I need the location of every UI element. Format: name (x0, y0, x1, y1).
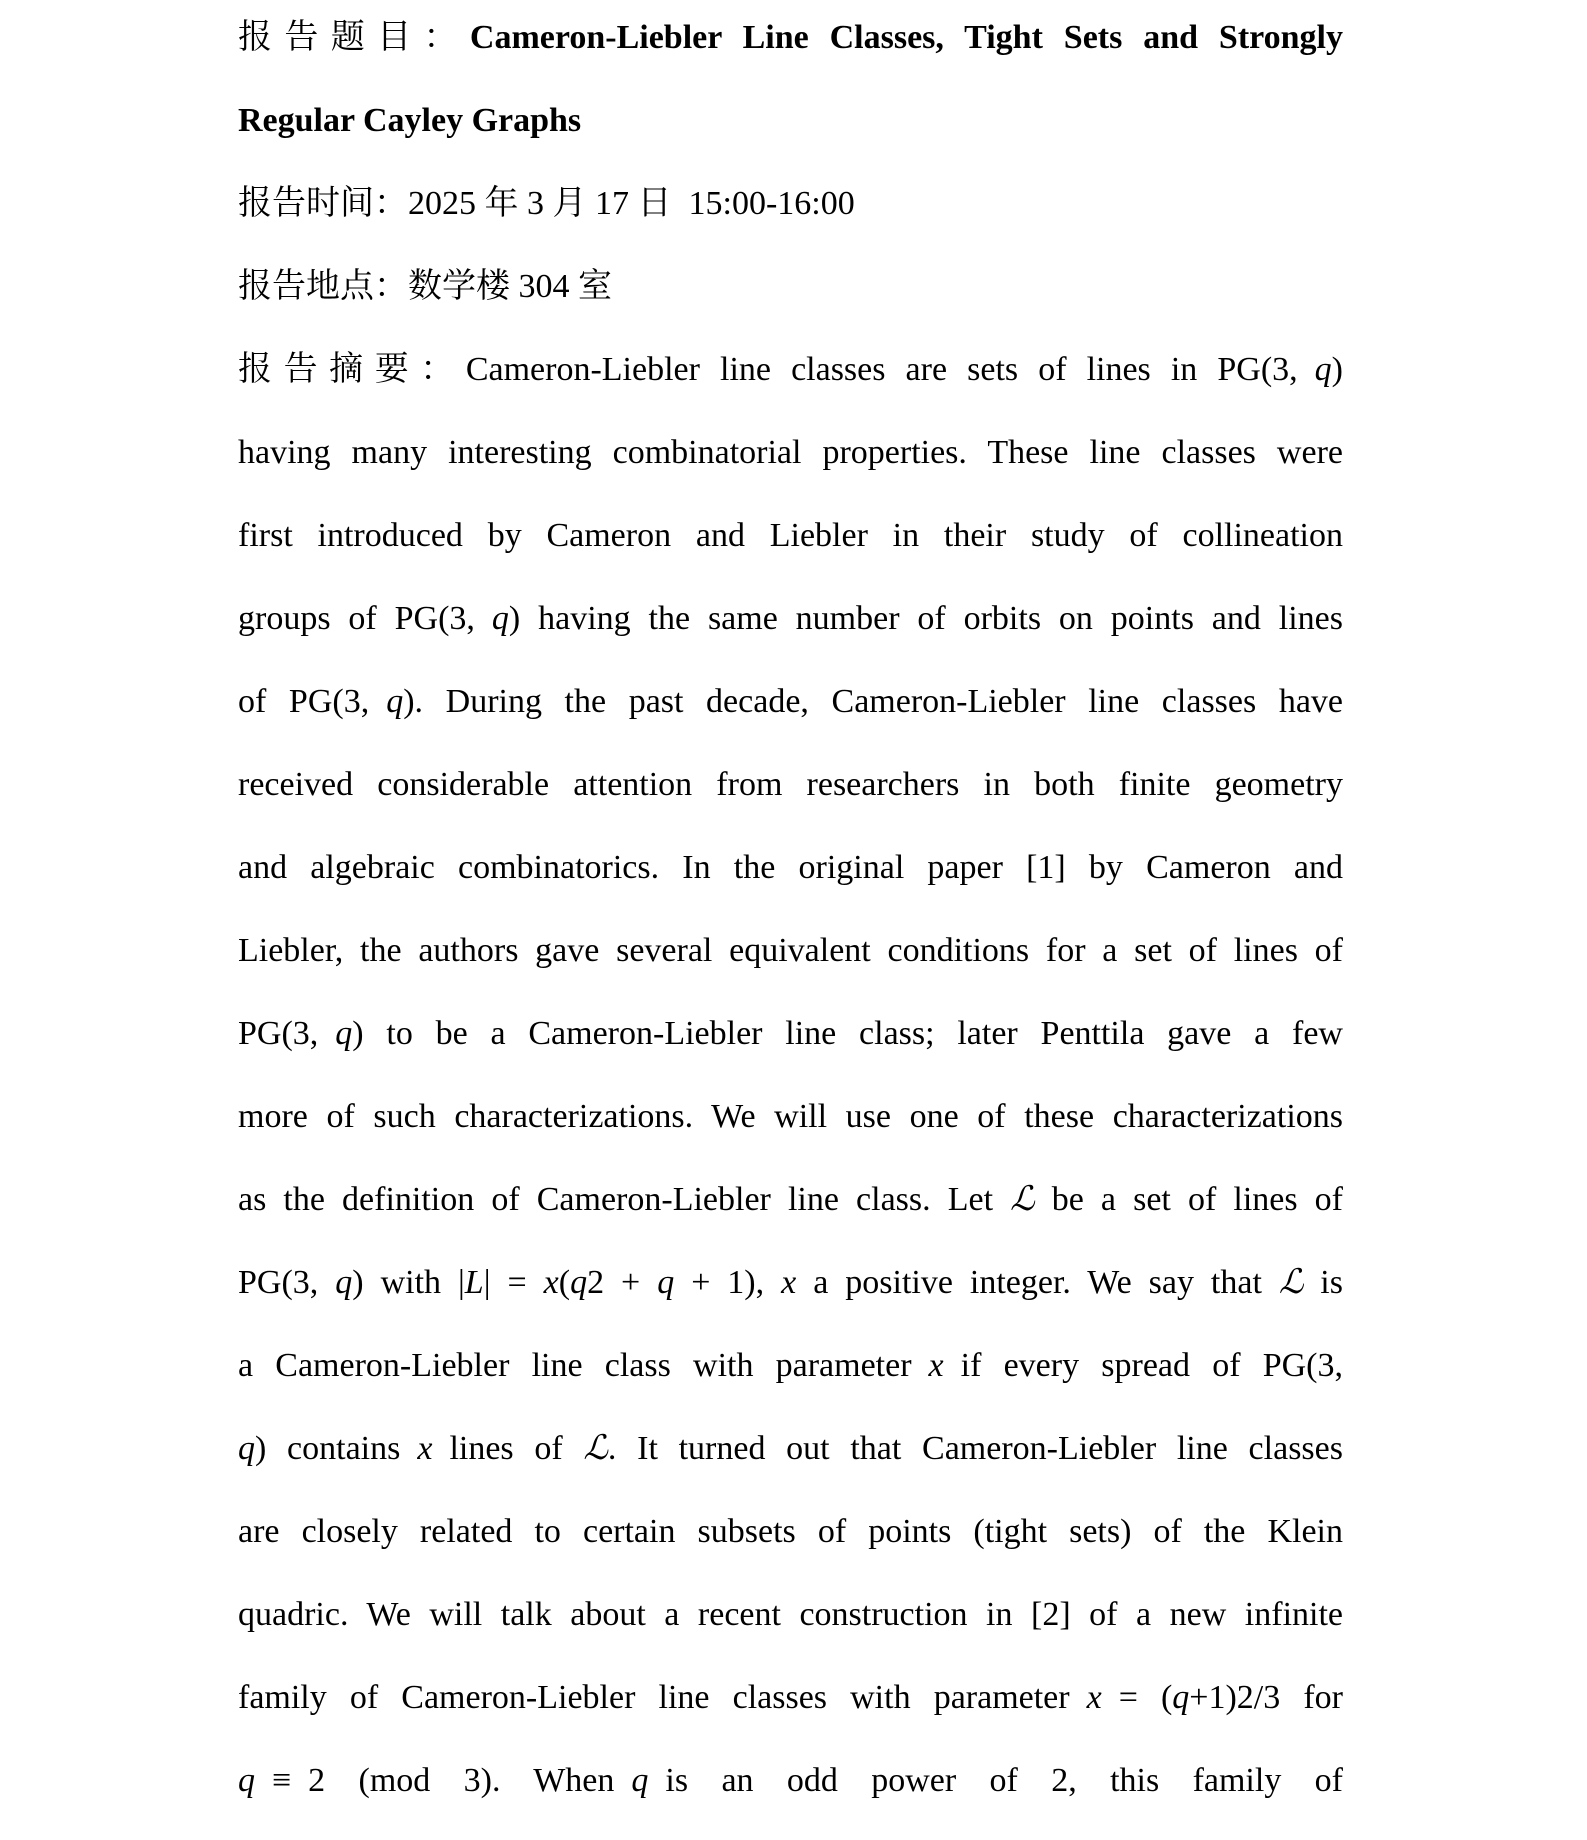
time-line (238, 162, 1343, 245)
abstract-line-5-seg-2: ). During the past decade, Cameron-Liebler line classes have (403, 683, 1344, 720)
abstract-line-13-seg-2: if every spread of PG(3, (943, 1347, 1343, 1384)
abstract-line-10 (238, 1075, 1343, 1158)
abstract-line-1-seg-0: 报告摘要：Cameron-Liebler line classes are sets of lines in PG(3, (238, 351, 1315, 388)
abstract-line-14-seg-5: . It turned out that Cameron-Liebler line classes (607, 1430, 1343, 1467)
title-line-2-seg-0: Regular Cayley Graphs (238, 102, 582, 139)
abstract-line-7-seg-0: and algebraic combinatorics. In the original paper [1] by Cameron and (238, 849, 1343, 886)
abstract-line-6 (238, 743, 1343, 826)
abstract-line-16-seg-0: quadric. We will talk about a recent construction in [2] of a new infinite (238, 1596, 1343, 1633)
abstract-line-18-seg-1: ≡ 2 (mod 3). When (255, 1762, 632, 1799)
title-line-1-seg-0: 报告题目： (238, 19, 470, 56)
abstract-line-12-seg-2: ) with | (352, 1264, 465, 1301)
abstract-line-13 (238, 1324, 1343, 1407)
abstract-line-12-seg-4: | = (483, 1264, 544, 1301)
title-line-2 (238, 79, 1343, 162)
abstract-line-2 (238, 411, 1343, 494)
abstract-line-10-seg-0: more of such characterizations. We will use one of these characterizations (238, 1098, 1343, 1135)
abstract-line-12-seg-5: x (543, 1264, 559, 1301)
title-line-1 (238, 0, 1343, 79)
abstract-line-14-seg-2: x (417, 1430, 433, 1467)
abstract-line-3-seg-0: first introduced by Cameron and Liebler in their study of collineation (238, 517, 1343, 554)
abstract-line-15 (238, 1490, 1343, 1573)
abstract-line-12-seg-8: 2 + (587, 1264, 658, 1301)
abstract-line-12-seg-3: L (464, 1264, 484, 1301)
location-line-seg-0: 报告地点：数学楼 304 室 (238, 268, 612, 305)
abstract-line-17 (238, 1656, 1343, 1739)
abstract-line-1-seg-1: q (1314, 351, 1332, 388)
abstract-line-17-seg-2: = ( (1101, 1679, 1173, 1716)
abstract-line-8-seg-0: Liebler, the authors gave several equivalent conditions for a set of lines of (238, 932, 1343, 969)
abstract-line-6-seg-0: received considerable attention from researchers in both finite geometry (238, 766, 1343, 803)
abstract-line-16 (238, 1573, 1343, 1656)
abstract-line-9-seg-2: ) to be a Cameron-Liebler line class; later Penttila gave a few (352, 1015, 1343, 1052)
abstract-line-12-seg-9: q (657, 1264, 675, 1301)
abstract-line-11 (238, 1158, 1343, 1241)
abstract-line-12-seg-13: ℒ (1278, 1264, 1304, 1301)
abstract-line-9-seg-1: q (335, 1015, 353, 1052)
abstract-line-18-seg-2: q (631, 1762, 649, 1799)
abstract-line-14-seg-3: lines of (432, 1430, 584, 1467)
abstract-line-5-seg-0: of PG(3, (238, 683, 387, 720)
abstract-line-15-seg-0: are closely related to certain subsets of points (tight sets) of the Klein (238, 1513, 1343, 1550)
abstract-line-4 (238, 577, 1343, 660)
abstract-line-12-seg-10: + 1), (674, 1264, 782, 1301)
abstract-line-7 (238, 826, 1343, 909)
abstract-line-14-seg-4: ℒ (583, 1430, 608, 1467)
abstract-line-1 (238, 328, 1343, 411)
abstract-line-11-seg-1: ℒ (1010, 1181, 1035, 1218)
abstract-line-14-seg-0: q (238, 1430, 255, 1467)
abstract-line-9 (238, 992, 1343, 1075)
abstract-line-12-seg-11: x (781, 1264, 797, 1301)
document-body (238, 0, 1343, 1822)
abstract-line-4-seg-1: q (491, 600, 509, 637)
abstract-line-17-seg-3: q (1172, 1679, 1190, 1716)
abstract-line-5-seg-1: q (386, 683, 404, 720)
abstract-line-8 (238, 909, 1343, 992)
abstract-line-12-seg-1: q (335, 1264, 353, 1301)
abstract-line-18 (238, 1739, 1343, 1822)
abstract-line-3 (238, 494, 1343, 577)
location-line (238, 245, 1343, 328)
abstract-line-13-seg-0: a Cameron-Liebler line class with parameter (238, 1347, 929, 1384)
abstract-line-17-seg-1: x (1086, 1679, 1102, 1716)
abstract-line-17-seg-0: family of Cameron-Liebler line classes with parameter (238, 1679, 1087, 1716)
abstract-line-1-seg-2: ) (1331, 351, 1343, 388)
abstract-line-12-seg-14: is (1303, 1264, 1343, 1301)
abstract-line-12 (238, 1241, 1343, 1324)
abstract-line-12-seg-6: ( (558, 1264, 571, 1301)
abstract-line-4-seg-2: ) having the same number of orbits on points and lines (508, 600, 1343, 637)
abstract-line-17-seg-4: +1)2/3 for (1189, 1679, 1343, 1716)
title-line-1-seg-1: Cameron-Liebler Line Classes, Tight Sets and Strongly (469, 19, 1343, 56)
abstract-line-11-seg-0: as the definition of Cameron-Liebler line class. Let (238, 1181, 1011, 1218)
abstract-line-5 (238, 660, 1343, 743)
abstract-line-18-seg-0: q (238, 1762, 255, 1799)
time-line-seg-0: 报告时间：2025 年 3 月 17 日 15:00-16:00 (238, 185, 855, 222)
abstract-line-2-seg-0: having many interesting combinatorial properties. These line classes were (238, 434, 1343, 471)
abstract-line-14-seg-1: ) contains (255, 1430, 418, 1467)
abstract-line-9-seg-0: PG(3, (238, 1015, 336, 1052)
abstract-line-11-seg-2: be a set of lines of (1034, 1181, 1343, 1218)
abstract-line-12-seg-0: PG(3, (238, 1264, 336, 1301)
abstract-line-13-seg-1: x (928, 1347, 944, 1384)
abstract-line-12-seg-7: q (570, 1264, 588, 1301)
abstract-line-12-seg-12: a positive integer. We say that (796, 1264, 1279, 1301)
abstract-line-14 (238, 1407, 1343, 1490)
abstract-line-4-seg-0: groups of PG(3, (238, 600, 492, 637)
abstract-line-18-seg-3: is an odd power of 2, this family of (648, 1762, 1343, 1799)
